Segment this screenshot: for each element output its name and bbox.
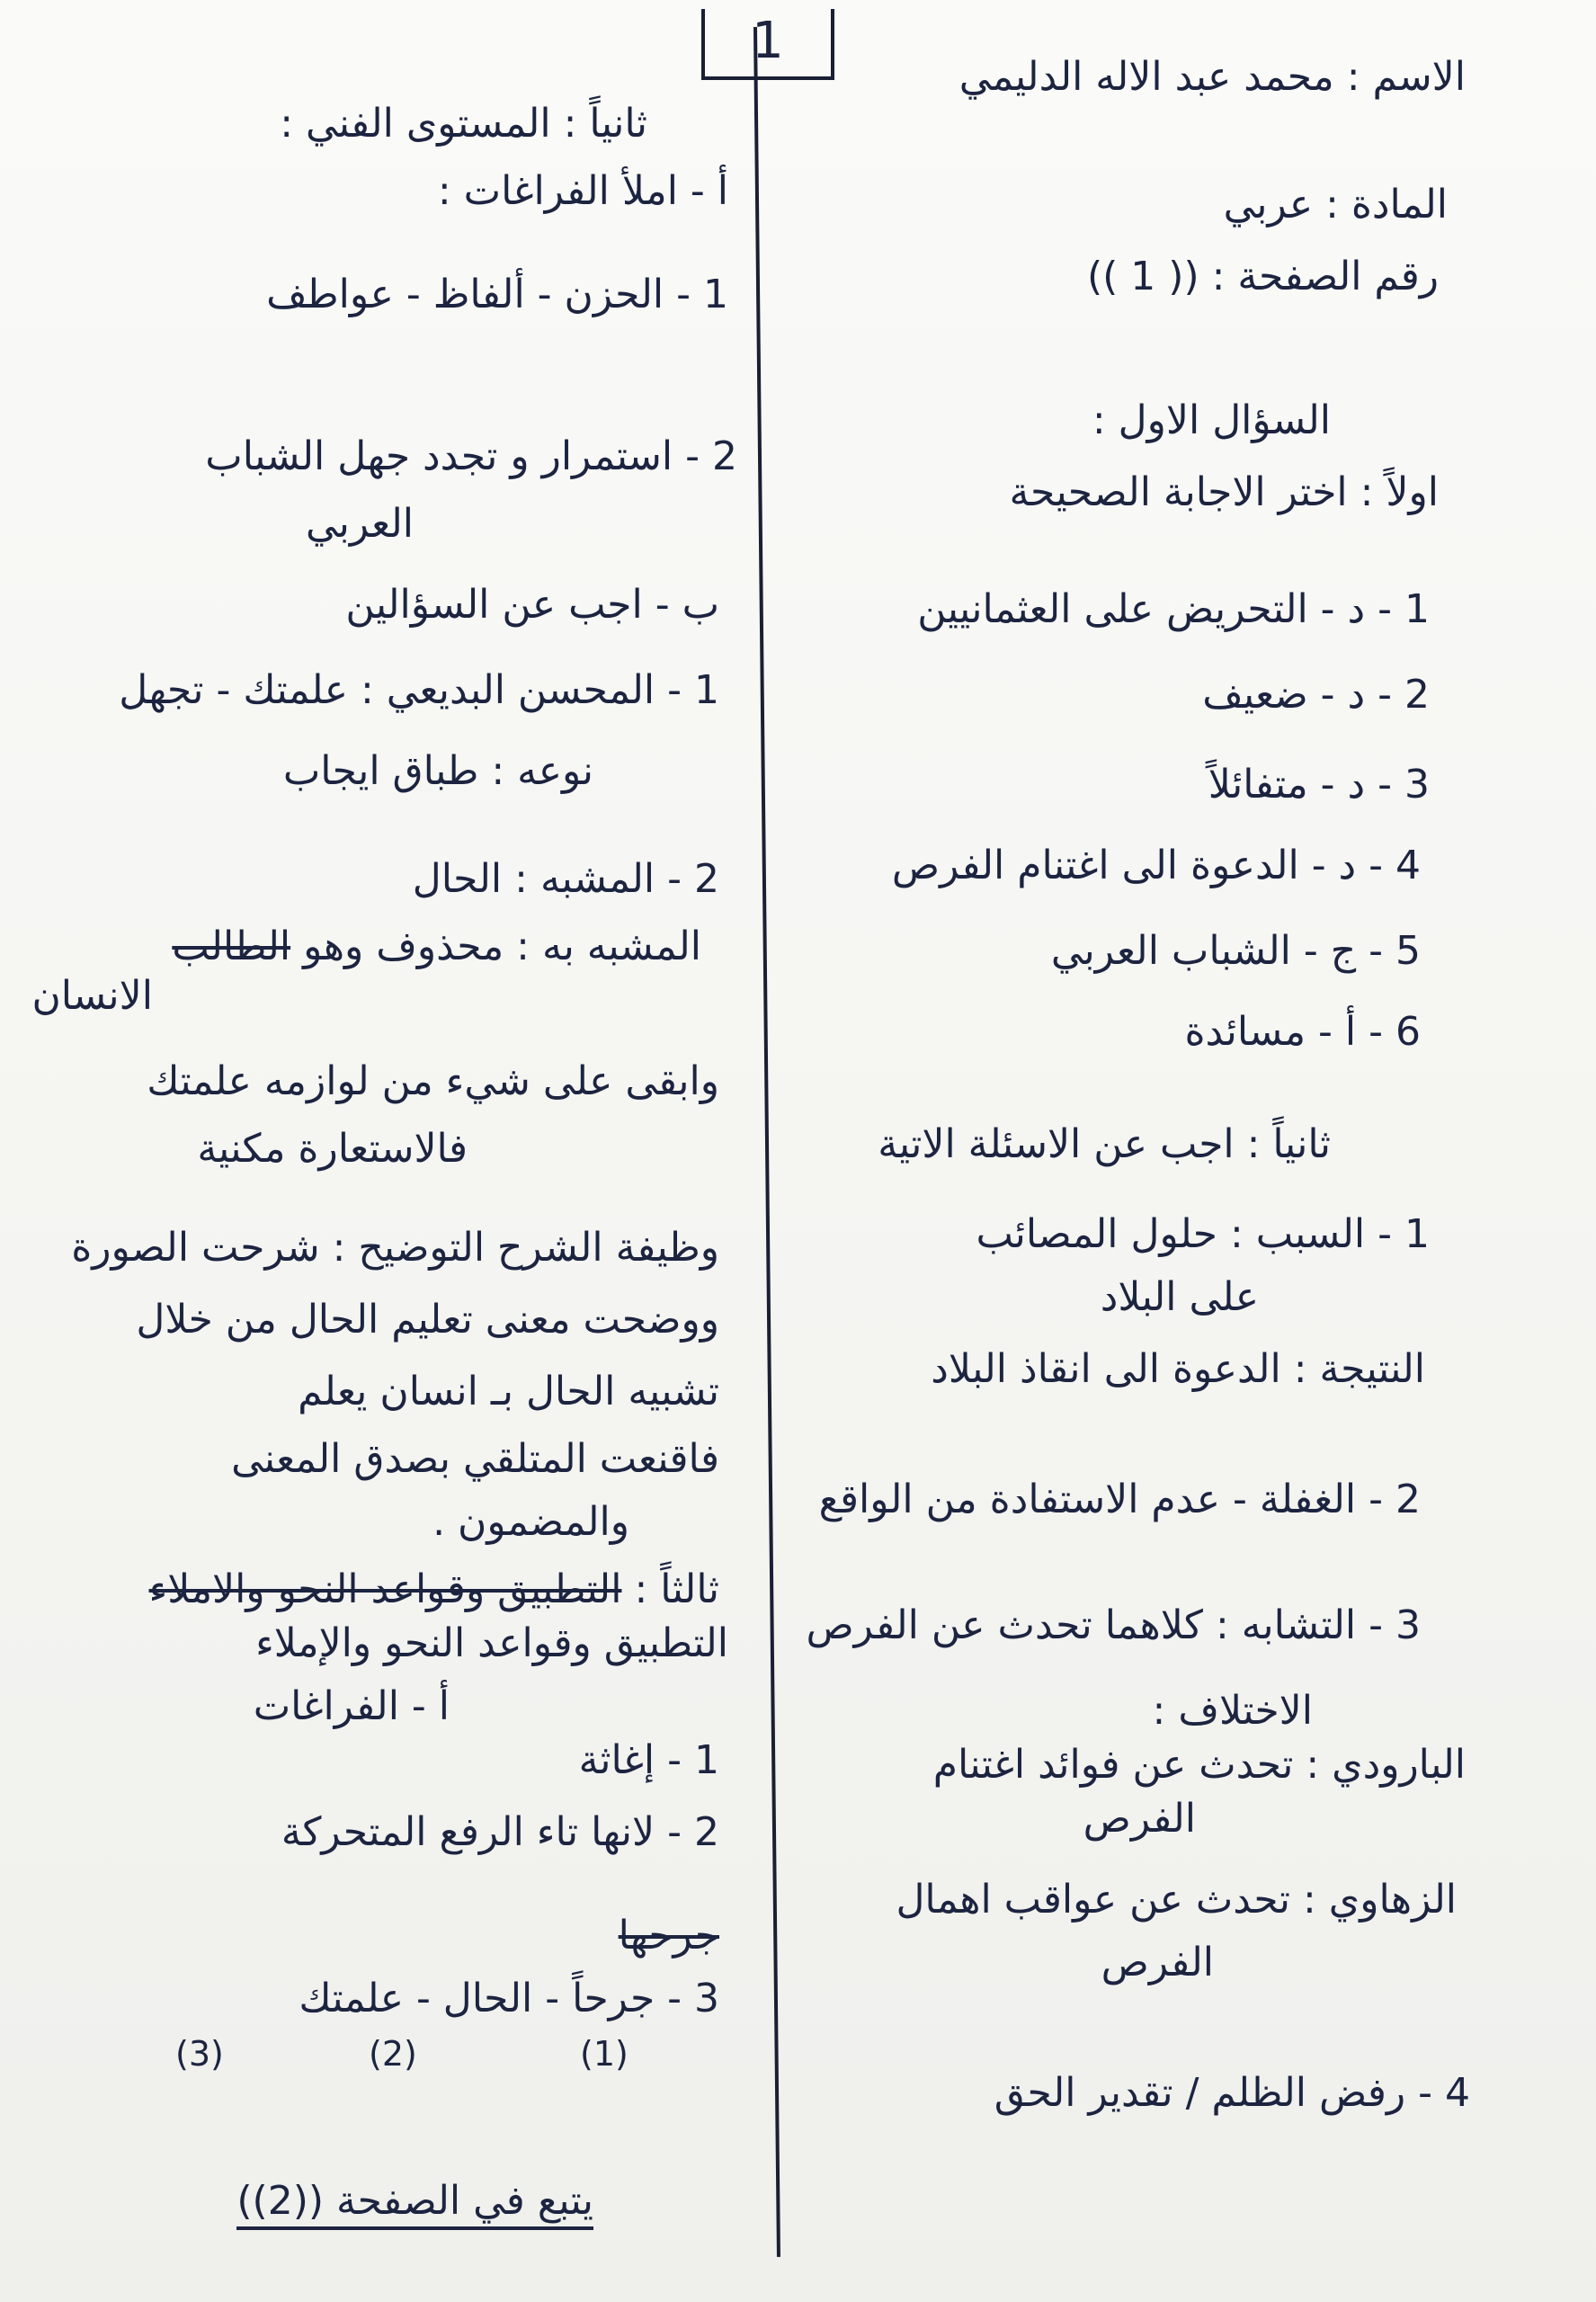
page-line: رقم الصفحة : (( 1 )) (1086, 254, 1439, 299)
fill-b-1: 1 - إغاثة (578, 1737, 719, 1783)
fill-b-title: أ - الفراغات (253, 1683, 450, 1729)
answer-line: 5 - ج - الشباب العربي (1050, 928, 1421, 974)
first-heading: اولاً : اختر الاجابة الصحيحة (1009, 469, 1439, 515)
section-three-title (149, 1565, 719, 1615)
b2-function: وظيفة الشرح التوضيح : شرحت الصورة (71, 1225, 719, 1271)
continue-note: يتبع في الصفحة ((2)) (236, 2176, 593, 2230)
b-title: ب - اجب عن السؤالين (345, 582, 719, 628)
difference-zahawi-cont: الفرص (1101, 1940, 1214, 1985)
fill-b-3: 3 - جرحاً - الحال - علمتك (299, 1976, 719, 2021)
second-heading: ثانياً : اجب عن الاسئلة الاتية (878, 1121, 1331, 1167)
page-number: 1 (752, 12, 784, 70)
b2-answer: 2 - المشبه : الحال (412, 856, 719, 902)
fill-2-cont: العربي (305, 501, 414, 547)
b2-sub (172, 922, 701, 972)
section-three-line: التطبيق وقواعد النحو والإملاء (255, 1620, 728, 1666)
b2-function-4: فاقنعت المتلقي بصدق المعنى (231, 1436, 719, 1482)
answer-line: 4 - د - الدعوة الى اغتنام الفرص (891, 843, 1421, 888)
answer-line: 2 - د - ضعيف (1202, 672, 1430, 718)
b2-function-3: تشبيه الحال بـ انسان يعلم (298, 1369, 719, 1414)
b2-keep: وابقى على شيء من لوازمه علمتك (147, 1058, 719, 1104)
q4-answer: 4 - رفض الظلم / تقدير الحق (994, 2070, 1470, 2116)
fill-b-strike: جرحها (618, 1913, 719, 1958)
fill-2: 2 - استمرار و تجدد جهل الشباب (205, 433, 737, 479)
difference-baroudi: البارودي : تحدث عن فوائد اغتنام (932, 1742, 1466, 1788)
page-number-box (701, 9, 834, 80)
q3-answer: 3 - التشابه : كلاهما تحدث عن الفرص (806, 1602, 1421, 1648)
b2-type: فالاستعارة مكنية (197, 1126, 468, 1172)
section-two-title: ثانياً : المستوى الفني : (280, 101, 647, 147)
fill-b-num: (3) (175, 2034, 224, 2074)
q1-cause-cont: على البلاد (1100, 1274, 1259, 1320)
question-1-title: السؤال الاول : (1092, 397, 1331, 443)
answer-line: 1 - د - التحريض على العثمانيين (917, 586, 1430, 632)
b2-sub-cont: الانسان (31, 973, 153, 1019)
fill-b-2: 2 - لانها تاء الرفع المتحركة (281, 1809, 719, 1855)
b1-type: نوعه : طباق ايجاب (282, 748, 593, 794)
column-divider (753, 27, 780, 2257)
b2-sub-text: المشبه به : محذوف وهو (303, 923, 701, 969)
section-three-label: ثالثاً : (634, 1566, 719, 1612)
section-three-strike: التطبيق وقواعد النحو والاملاء (148, 1566, 622, 1612)
subject-line: المادة : عربي (1223, 182, 1448, 228)
fill-title: أ - املأ الفراغات : (437, 168, 728, 214)
answer-line: 6 - أ - مسائدة (1184, 1009, 1421, 1055)
fill-b-num: (1) (580, 2034, 629, 2074)
difference-zahawi: الزهاوي : تحدث عن عواقب اهمال (896, 1877, 1457, 1923)
difference-title: الاختلاف : (1152, 1688, 1313, 1734)
student-name: الاسم : محمد عبد الاله الدليمي (958, 54, 1466, 100)
fill-b-num: (2) (369, 2034, 417, 2074)
b2-sub-strike: الطالب (172, 923, 291, 969)
fill-1: 1 - الحزن - ألفاظ - عواطف (266, 272, 728, 317)
b2-function-5: والمضمون . (432, 1499, 629, 1545)
q1-result: النتيجة : الدعوة الى انقاذ البلاد (931, 1346, 1425, 1392)
b1-answer: 1 - المحسن البديعي : علمتك - تجهل (119, 667, 719, 713)
difference-baroudi-cont: الفرص (1083, 1796, 1196, 1842)
q2-answer: 2 - الغفلة - عدم الاستفادة من الواقع (818, 1477, 1421, 1522)
q1-cause: 1 - السبب : حلول المصائب (976, 1211, 1430, 1257)
b2-function-2: ووضحت معنى تعليم الحال من خلال (136, 1297, 719, 1343)
answer-line: 3 - د - متفائلاً (1208, 762, 1430, 807)
